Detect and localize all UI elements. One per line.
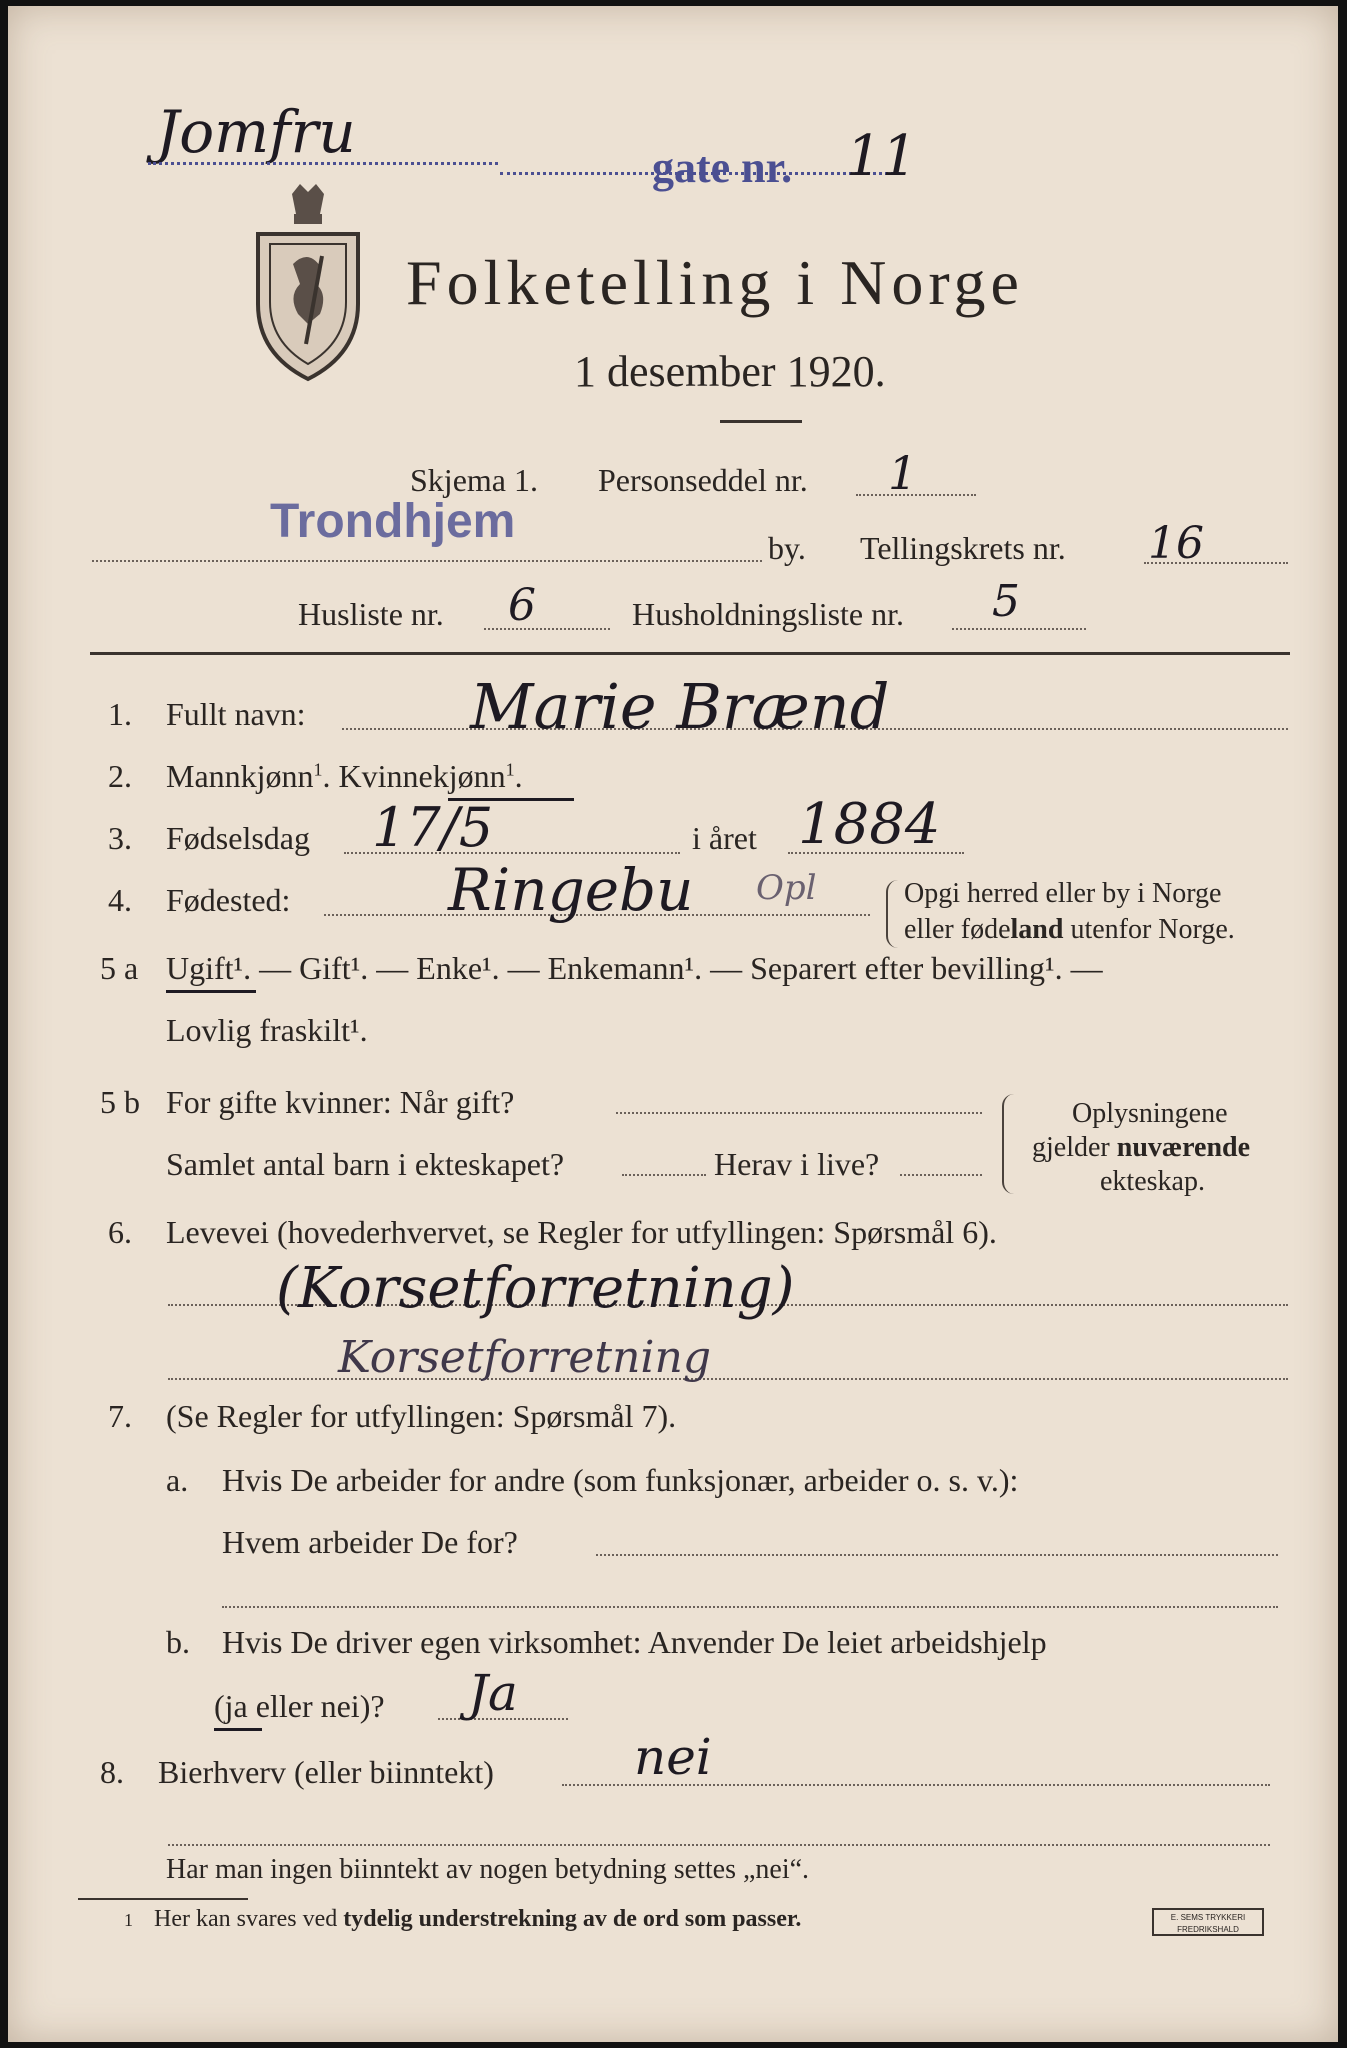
form-date: 1 desember 1920. (574, 347, 886, 396)
q5b-note2b: nuværende (1116, 1132, 1251, 1163)
q6-value-second: Korsetforretning (338, 1332, 711, 1383)
footnote-text-a: Her kan svares ved (154, 1906, 344, 1932)
husholdning-label: Husholdningsliste nr. (632, 596, 905, 632)
street-number: 11 (846, 124, 918, 189)
q1-number: 1. (108, 696, 132, 732)
q5a-underline (166, 990, 256, 993)
personseddel-value: 1 (888, 446, 918, 500)
q7-number: 7. (108, 1398, 132, 1434)
q4-number: 4. (108, 882, 132, 918)
q5b-note3: ekteskap. (1100, 1166, 1205, 1197)
printer-line1: E. SEMS TRYKKERI (1170, 1913, 1246, 1922)
q4-label: Fødested: (166, 882, 291, 918)
q7b-line1: Hvis De driver egen virksomhet: Anvender De leiet arbeidshjelp (222, 1624, 1047, 1660)
handwritten-street: Jomfru (156, 98, 356, 166)
street-stamp-line (148, 162, 498, 165)
q2-number: 2. (108, 758, 132, 794)
q7b-line2: (ja eller nei)? (214, 1688, 385, 1724)
q5b-line2b: Herav i live? (714, 1146, 880, 1182)
q5a-line2: Lovlig fraskilt¹. (166, 1012, 368, 1048)
q4-note-line2c: utenfor Norge. (1063, 914, 1235, 945)
husliste-value: 6 (508, 580, 536, 631)
q4-note-line2b: land (1010, 914, 1064, 945)
by-label: by. (768, 530, 806, 566)
q3-year-label: i året (692, 820, 757, 856)
q1-value: Marie Brænd (470, 670, 890, 743)
q5b-line1: For gifte kvinner: Når gift? (166, 1084, 515, 1120)
q4-note-line1: Opgi herred eller by i Norge (904, 878, 1222, 909)
q7b-value: Ja (468, 1664, 518, 1722)
q4-note-handwritten: Opl (756, 868, 817, 908)
census-form: Jomfru gate nr. 11 Folketelling i Norge 1 desember 1920. Skjema 1. Personseddel nr. 1 Trondhjem by. Tellingskrets nr. 16 Husliste nr. 6 Husholdningsliste nr. 5 1. Fullt navn: Marie Brænd 2. Mannkjønn$^1$. Kvinnekjønn$^1$. 3. Fødselsdag 17/5 i året 1884 4. Fødested: Ringebu Opl Opgi herred eller by i Norge eller fødeland utenfor Norge. 5 a Ugift¹. — Gift¹. — Enke¹. — Enkemann¹. — Separert efter bevilling¹. — Lovlig fraskilt¹. 5 b For gifte kvinner: Når gift? Samlet antal barn i ekteskapet? Herav i live? Oplysningene gjelder nuværende ekteskap. 6. Levevei (hovederhvervet, se Regler for utfyllingen: Spørsmål 6). (Korsetforretning) Korsetforretning 7. (Se Regler for utfyllingen: Spørsmål 7). a. Hvis De arbeider for andre (som funksjonær, arbeider o. s. v.): Hvem arbeider De for? b. Hvis De driver egen virksomhet: Anvender De leiet arbeidshjelp (ja eller nei)? Ja 8. Bierhverv (eller biinntekt) nei Har man ingen biinntekt av nogen betydning settes „nei“. 1 Her kan svares ved tydelig understrekning av de ord som passer. E. SEMS TRYKKERI FREDRIKSHALD (8, 6, 1338, 2042)
q6-label: Levevei (hovederhvervet, se Regler for utfyllingen: Spørsmål 6). (166, 1214, 997, 1250)
q2-male: Mannkjønn (166, 758, 314, 794)
q5b-note1: Oplysningene (1072, 1098, 1228, 1129)
q4-note-line2a: eller føde (904, 914, 1011, 945)
q6-number: 6. (108, 1214, 132, 1250)
q7b-underline (214, 1728, 262, 1731)
schema-label: Skjema 1. (410, 462, 538, 498)
q8-label: Bierhverv (eller biinntekt) (158, 1754, 494, 1790)
footnote-rule (78, 1898, 248, 1900)
footnote-text-b: tydelig understrekning av de ord som passer. (343, 1906, 802, 1932)
q1-label: Fullt navn: (166, 696, 306, 732)
personseddel-label: Personseddel nr. (598, 462, 808, 498)
husholdning-value: 5 (992, 576, 1020, 627)
printer-line2: FREDRIKSHALD (1177, 1925, 1239, 1934)
q3-number: 3. (108, 820, 132, 856)
q8-number: 8. (100, 1754, 124, 1790)
q8-value: nei (634, 1728, 712, 1786)
tellingskrets-label: Tellingskrets nr. (860, 530, 1066, 566)
q8-note: Har man ingen biinntekt av nogen betydning settes „nei“. (166, 1854, 810, 1885)
husliste-label: Husliste nr. (298, 596, 444, 632)
q2-female: Kvinnekjønn (338, 758, 506, 794)
title-divider (720, 420, 802, 423)
q5b-number: 5 b (100, 1084, 140, 1120)
city-stamp: Trondhjem (270, 495, 516, 548)
q7a-line2: Hvem arbeider De for? (222, 1524, 518, 1560)
printer-mark (1152, 1908, 1264, 1936)
tellingskrets-value: 16 (1148, 518, 1204, 569)
q5a-number: 5 a (100, 950, 139, 986)
q6-value: (Korsetforretning) (276, 1256, 795, 1321)
q7a-letter: a. (166, 1462, 189, 1498)
q5b-line2a: Samlet antal barn i ekteskapet? (166, 1146, 565, 1182)
q5b-note2a: gjelder (1032, 1132, 1117, 1163)
q4-value: Ringebu (448, 856, 694, 924)
form-title: Folketelling i Norge (406, 247, 1024, 318)
q5a-line1: Ugift¹. — Gift¹. — Enke¹. — Enkemann¹. — Separert efter bevilling¹. — (166, 950, 1103, 986)
q7-label: (Se Regler for utfyllingen: Spørsmål 7). (166, 1398, 677, 1434)
q3-label: Fødselsdag (166, 820, 310, 856)
q7b-letter: b. (166, 1624, 190, 1660)
street-stamp: gate nr. (652, 143, 793, 192)
coat-of-arms-icon (248, 184, 368, 384)
q3-year-value: 1884 (798, 792, 941, 857)
header-rule (90, 652, 1290, 655)
footnote-mark: 1 (124, 1910, 133, 1930)
q3-value: 17/5 (372, 796, 494, 859)
q7a-line1: Hvis De arbeider for andre (som funksjonær, arbeider o. s. v.): (222, 1462, 1019, 1498)
